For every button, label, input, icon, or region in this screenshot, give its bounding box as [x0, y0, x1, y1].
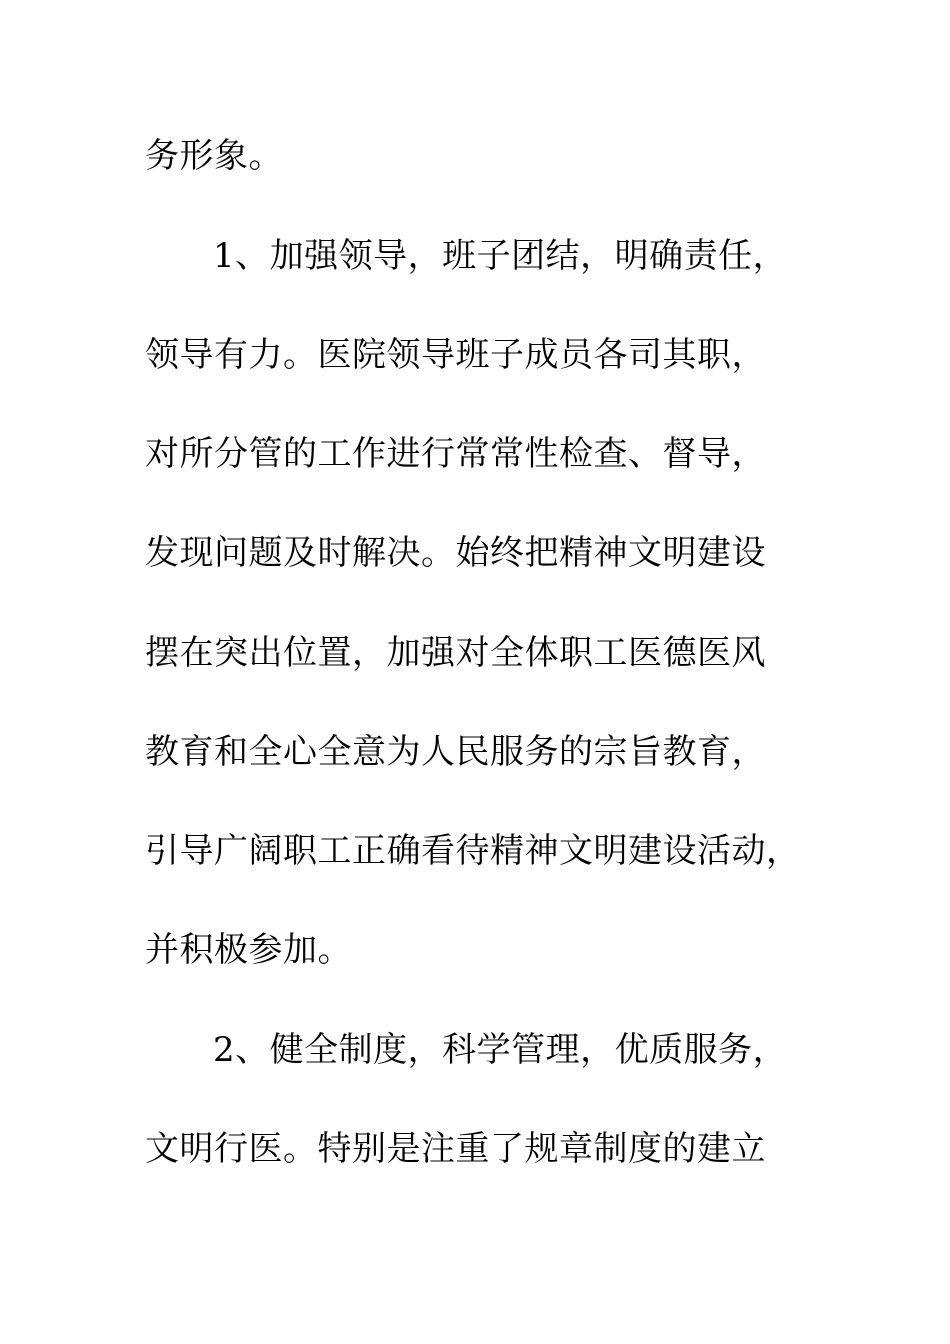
- text-line-3: 领导有力。医院领导班子成员各司其职，: [145, 335, 766, 375]
- text-line-7: 教育和全心全意为人民服务的宗旨教育，: [145, 732, 766, 772]
- text-line-2: 1、加强领导，班子团结，明确责任，: [213, 236, 788, 276]
- text-line-1: 务形象。: [145, 136, 283, 176]
- text-line-10: 2、健全制度，科学管理，优质服务，: [213, 1030, 788, 1070]
- text-line-5: 发现问题及时解决。始终把精神文明建设: [145, 533, 766, 573]
- text-line-4: 对所分管的工作进行常常性检查、督导，: [145, 434, 766, 474]
- text-line-9: 并积极参加。: [145, 930, 352, 970]
- text-line-6: 摆在突出位置，加强对全体职工医德医风: [145, 633, 766, 673]
- text-line-11: 文明行医。特别是注重了规章制度的建立: [145, 1129, 766, 1169]
- text-line-8: 引导广阔职工正确看待精神文明建设活动，: [145, 831, 801, 871]
